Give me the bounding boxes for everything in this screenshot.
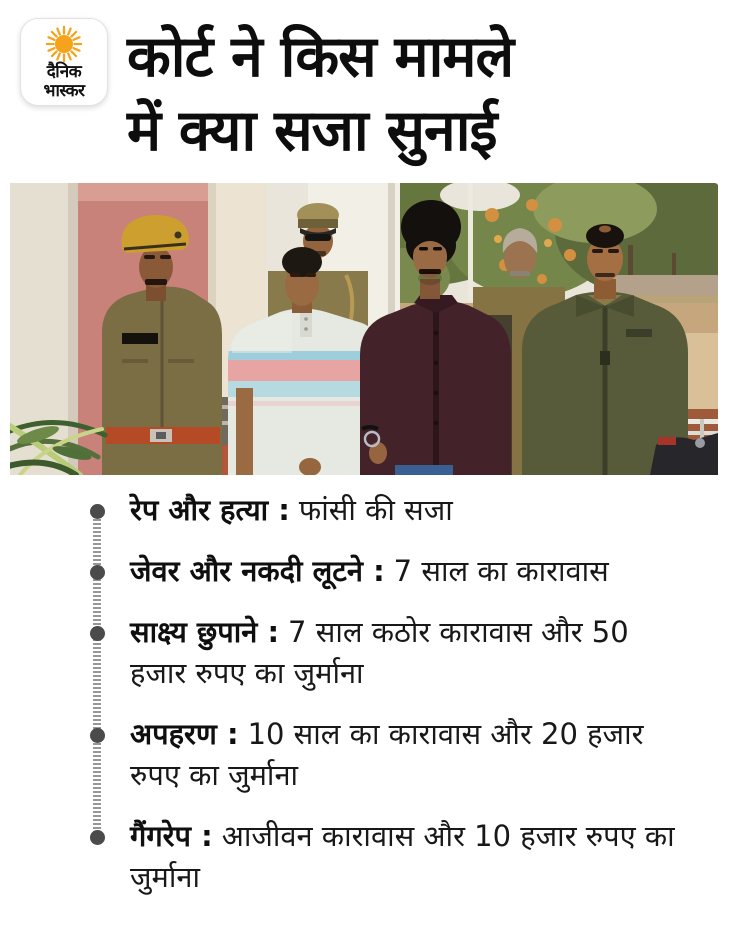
- list-item: [0, 490, 730, 531]
- motorcycle: [650, 433, 718, 475]
- item-label: जेवर और नकदी लूटने :: [130, 554, 385, 588]
- brand-logo: [20, 18, 108, 106]
- logo-wordmark: [44, 63, 85, 101]
- sentence-list: [0, 490, 730, 918]
- list-item: [0, 612, 730, 694]
- item-detail: फांसी की सजा: [298, 493, 453, 527]
- list-item: [0, 714, 730, 796]
- title-line-1: कोर्ट ने किस मामले: [127, 24, 514, 90]
- logo-line-1: दैनिक: [46, 62, 82, 82]
- item-detail: 7 साल कठोर कारावास और 50 हजार रुपए का जुर्माना: [130, 615, 629, 690]
- item-label: साक्ष्य छुपाने :: [130, 615, 280, 649]
- bullet-dot-icon: [90, 830, 105, 845]
- item-detail: 10 साल का कारावास और 20 हजार रुपए का जुर्माना: [130, 717, 644, 792]
- page-title: [127, 20, 717, 168]
- bullet-dot-icon: [90, 565, 105, 580]
- title-line-2: में क्या सजा सुनाई: [127, 98, 497, 164]
- news-photo: [10, 183, 718, 475]
- photo-scene: [10, 183, 718, 475]
- list-item: [0, 816, 730, 898]
- item-label: अपहरण :: [130, 717, 239, 751]
- bullet-dot-icon: [90, 504, 105, 519]
- item-detail: 7 साल का कारावास: [393, 554, 609, 588]
- sun-icon: [45, 25, 83, 63]
- bullet-dot-icon: [90, 728, 105, 743]
- item-label: गैंगरेप :: [130, 819, 213, 853]
- logo-line-2: भास्कर: [43, 81, 85, 101]
- item-detail: आजीवन कारावास और 10 हजार रुपए का जुर्माना: [130, 819, 675, 894]
- bullet-dot-icon: [90, 626, 105, 641]
- list-item: [0, 551, 730, 592]
- item-label: रेप और हत्या :: [130, 493, 290, 527]
